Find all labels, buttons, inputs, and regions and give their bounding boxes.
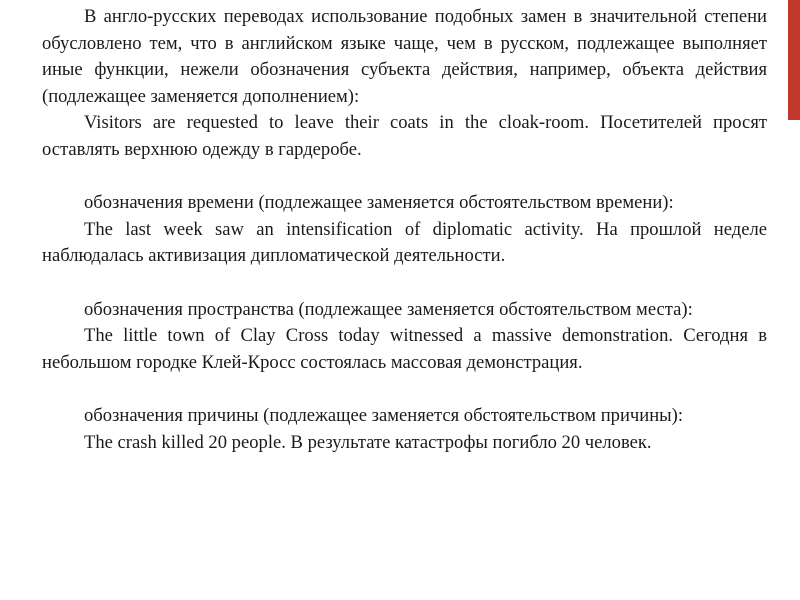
paragraph-example-object: Visitors are requested to leave their coats in the cloak-room. Посетителей просят оставлять верхнюю одежду в гардеробе. xyxy=(42,112,767,160)
paragraph-place-heading: обозначения пространства (подлежащее заменяется обстоятельством места): xyxy=(84,298,693,320)
paragraph-example-cause: The crash killed 20 people. В результате катастрофы погибло 20 человек. xyxy=(84,431,652,453)
paragraph-example-time: The last week saw an intensification of diplomatic activity. На прошлой неделе наблюдалась активизация дипломатической деятельности. xyxy=(42,218,767,267)
paragraph-time-heading: обозначения времени (подлежащее заменяется обстоятельством времени): xyxy=(84,192,674,214)
paragraph-spacer xyxy=(42,376,767,403)
paragraph-spacer xyxy=(42,164,767,191)
paragraph-spacer xyxy=(42,270,767,297)
paragraph-cause-heading: обозначения причины (подлежащее заменяется обстоятельством причины): xyxy=(84,404,684,426)
slide-body xyxy=(42,4,767,456)
paragraph-example-place: The little town of Clay Cross today witnessed a massive demonstration. Сегодня в небольшом городке Клей-Кросс состоялась массовая демонстрация. xyxy=(42,325,767,373)
paragraph-intro: В англо-русских переводах использование подобных замен в значительной степени обусловлено тем, что в английском языке чаще, чем в русском, подлежащее выполняет иные функции, нежели обозначения субъекта действия, например, объекта действия (подлежащее заменяется дополнением): xyxy=(42,6,767,107)
accent-bar xyxy=(788,0,800,120)
